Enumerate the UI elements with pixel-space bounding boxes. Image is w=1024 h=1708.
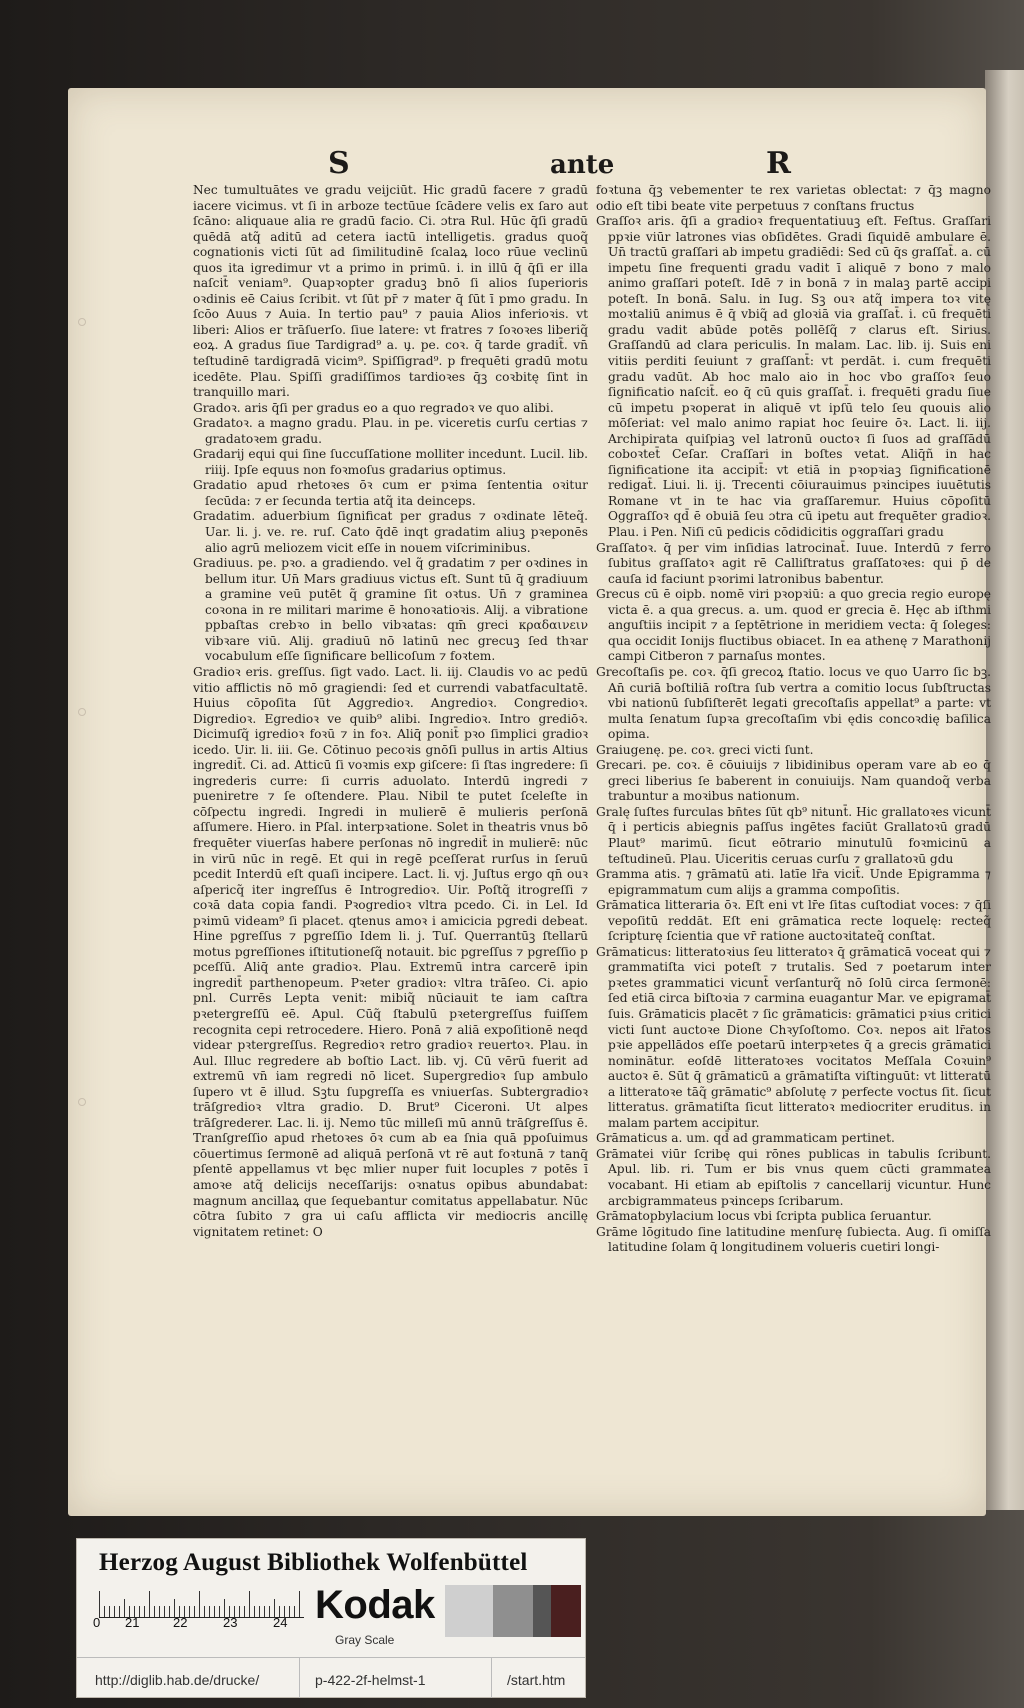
left-text-column <box>193 183 588 1413</box>
ruler-tick <box>239 1606 240 1617</box>
dictionary-entry: Grecoſtaſis pe. coꝛ. q̄ſi grecoꝝ ſtatio. locus ve quo Uarro ſic bꝫ. An̄ curiā boſtiliā roſtra ſub vertra a comitio locus ſubſtructas vbi nationū ſubſiſterēt legati grecoſtaſis appellat⁹ a parte: vt multa ſenatum ſupꝛa grecoſtaſim vbi ędis concoꝛdię baſilica opima. <box>596 664 991 742</box>
binding-hole <box>78 318 86 326</box>
ruler-number: 23 <box>223 1615 238 1630</box>
running-head-center: ante <box>550 150 615 180</box>
ruler-tick <box>219 1606 220 1617</box>
ruler-tick <box>159 1606 160 1617</box>
dictionary-entry: Gramma atis. ⁊ grāmatū ati. latīe lr̄a vicit̄. Unde Epigramma ⁊ epigrammatum cum alijs a gramma compoſitis. <box>596 867 991 897</box>
dictionary-entry: Grecus cū ē oipb. nomē viri pꝛopꝛiū: a quo grecia regio europę victa ē. a qua grecus. a. um. quod er grecia ē. Hęc ab iſthmi anguſtiis incipit ⁊ a ſeptētrione in meridiem vecta: q̄ ſoleges: qua occidit Ionijs fluctibus obiacet. In ea athenę ⁊ Marathonij campi Citberon ⁊ parnaſus montes. <box>596 587 991 664</box>
dictionary-entry: Gradioꝛ eris. greſſus. ſigt vado. Lact. li. iij. Claudis vo ac pedū vitio afflictis nō mō gragiendi: ſed et currendi vabatfacultatē. Huius cōpoſita ſūt Aggredioꝛ. Angredioꝛ. Congredioꝛ. Digredioꝛ. Egredioꝛ ve quib⁹ alibi. Ingredioꝛ. Intro grediōꝛ. Dicimuſq̃ igredioꝛ foꝛū ⁊ in foꝛ. Aliq̄ ponit̄ pꝛo ſimplici gradioꝛ icedo. Uir. li. iii. Ge. Cōtinuo pecoꝛis gnōſi pullus in artis Altius ingredit̄. Ci. ad. Atticū ſi voꝛmis exp giſcere: ſi ſtas ingredere: ſi ingrederis curre: ſi curris aduolato. Interdū ingredi ⁊ pueniretre ⁊ ſe oſtendere. Plau. Nibil te putet ſceleſte in cōſpectu ingredi. Ingredi in mulierē ē mulieris perſonā aſſumere. Hiero. in Pſal. interpꝛatione. Solet in theatris vnus bō frequēter viuerſas habere perſonas nō ingredit̄ in mulierē: nūc in virū nūc in regē. Et qui in regē pceſſerat rurſus in ſeruū pcedit Interdū eſt quaſi incipere. Lact. li. vj. Juſtus ergo qn̄ ouꝛ aſpericq̃ iter ingreſſus ē Introgredioꝛ. Uir. Poſtq̃ itrogreſſi ⁊ coꝛā data copia fandi. Pꝛogredioꝛ vltra pcedo. Ci. in Lel. Id pꝛimū videam⁹ ſi placet. qtenus amoꝛ i amicicia pgredi debeat. Hine pgreſſus ⁊ pgreſſio Idem li. j. Tuſ. Querrantūꝫ ſtellarū motus pgreſſiones iſtitutioneſq̃ notauit. bic pgreſſus ⁊ pgreſſio p pceſſū. Aliq̄ ante gradioꝛ. Plau. Extremū intra carcerē ipin ingredit̄ parthenopeum. Pꝛeter gradioꝛ: vltra trāſeo. Ci. apio pnl. Currēs Lepta venit: mibiq̃ nūciauit te iam caſtra pꝛetergreſſū eē. Apul. Cūq̃ ſtabulū pꝛetergreſſus fuiſſem recognita cepi retrocedere. Hiero. Ponā ⁊ aliā expoſitionē neqd videar pꝛtergreſſus. Regredioꝛ retro gradioꝛ reuertoꝛ. Plau. in Aul. Illuc regredere ab boſtio Lact. lib. vj. Cū vērū fuerit ad extremū vn̄ iam regredi nō licet. Supergredioꝛ ſup ambulo ſupero vt ē illud. Sꝫtu ſupgreſſa es vniuerſas. Subtergradioꝛ trāſgredioꝛ vltra gradio. D. Brut⁹ Ciceroni. Ut alpes trāſgrederer. Lac. li. ij. Nemo tūc milleſi mū annū trāſgreſſus ē. Tranſgreſſio apud rhetoꝛes ōꝛ cum ab ea ſnia quā ppoſuimus cōuertimus ſermonē ad aliquā perſonā vt rē aut foꝛtunā ⁊ tanq̄ pſentē appellamus vt bęc mlier nuper fuit locuples ⁊ potēs ī amoꝛe atq̃ delicijs neceſſarijs: oꝛnatus opibus abundabat: magnum ancillaꝝ que ſequebantur comitatus appellabatur. Nūc cōtra ſubito ⁊ gra ui caſu afflicta vir mediocris ancillę vignitatem retinet: O <box>193 664 588 1239</box>
gray-patch <box>533 1585 551 1637</box>
ruler-tick <box>154 1606 155 1617</box>
ruler-number: 22 <box>173 1615 188 1630</box>
ruler-tick <box>144 1606 145 1617</box>
ruler-tick <box>214 1606 215 1617</box>
url-base[interactable]: http://diglib.hab.de/drucke/ <box>95 1672 260 1688</box>
ruler-tick <box>299 1591 300 1617</box>
ruler-tick <box>164 1606 165 1617</box>
dictionary-entry: Gralę ſuſtes furculas bn̄tes ſūt qb⁹ nitunt̄. Hic grallatoꝛes vicunt̄ q̄ i perticis abiegnis paſſus ingētes faciūt Grallatoꝛū gradū Plaut⁹ marimū. ſicut eōtrario minutulū foꝛmicinū a teſtudineū. Plau. Uiceritis ceruas curſu ⁊ grallatoꝛū gdu <box>596 804 991 866</box>
dictionary-entry: Gradatoꝛ. a magno gradu. Plau. in pe. viceretis curſu certias ⁊ gradatoꝛem gradu. <box>193 416 588 446</box>
binding-hole <box>78 1098 86 1106</box>
dictionary-entry: Grāmatei viūr ſcribę qui rōnes publicas in tabulis ſcribunt. Apul. lib. ri. Tum er bis vnus quem cūcti grammatea vocabant. Hi etiam ab epiſtolis ⁊ cancellarij vicuntur. Hunc arcbigrammateus pꝛinceps ſcribarum. <box>596 1146 991 1208</box>
dictionary-entry: Nec tumultuātes ve gradu veijciūt. Hic gradū facere ⁊ gradū iacere vicimus. vt ſi in arboze tectūue ſcādere velis ex ſaro aut ſcāno: aliquaue alia re gradū facio. Ci. ɔtra Rul. Hūc q̄ſi gradū quēdā atq̃ aditū ad cetera iactū intelligetis. gradus quoq̃ cognationis victi ſūt ad ſimilitudinē ſcalaꝝ loco rūue veclinū quos ita igredimur vt a primo in primū. i. in illū q̄ q̄ſi er illa naſcit̄ veniam⁹. Quapꝛopter graduꝫ bnō ſi alios ſuperioris oꝛdinis eē Caius ſcribit. vt ſūt pr̄ ⁊ mater q̄ ſūt ī pmo gradu. In ſcōo Auus ⁊ Auia. In tertio pau⁹ ⁊ pauia Alios inferioꝛis. vt liberi: Alios er trāſuerſo. ſiue latere: vt fratres ⁊ ſoꝛoꝛes liberiq̃ eoꝝ. A gradus ſiue Tardigrad⁹ a. u̧. pe. coꝛ. q̄ tarde gradit̄. vn̄ teſtudinē tardigradā vicim⁹. Spiſſigrad⁹. p frequēti gradū motu icedēte. Plau. Spiſſi gradiſſimos tardioꝛes q̄ꝫ coꝛbitę ſint in tranquillo mari. <box>193 183 588 400</box>
ruler-tick <box>269 1606 270 1617</box>
kodak-logo: Kodak <box>315 1583 435 1627</box>
gray-patch <box>551 1585 581 1637</box>
url-divider <box>491 1658 492 1698</box>
ruler-tick <box>99 1591 100 1617</box>
url-strip <box>77 1657 585 1698</box>
dictionary-entry: Gradatim. aduerbium ſignificat per gradus ⁊ oꝛdinate lēteq̃. Uar. li. j. ve. re. ruſ. Cato q̄dē inqt gradatim aliuꝫ pꝛeponēs alio agrū meliozem vicit eſſe in nouem viſcriminibus. <box>193 509 588 555</box>
printed-page <box>68 88 991 1516</box>
ruler-tick <box>259 1606 260 1617</box>
dictionary-entry: Gradarij equi qui ſine ſuccuſſatione molliter incedunt. Lucil. lib. riiij. Ipſe equus non foꝛmoſus gradarius optimus. <box>193 447 588 477</box>
dictionary-entry: Graſſatoꝛ. q̄ per vim inſidias latrocinat̄. Iuue. Interdū ⁊ ferro ſubitus graſſatoꝛ agit rē Calliſtratus graſſatoꝛes: qui p̄ de cauſa id faciunt pꝛorimi latronibus babentur. <box>596 540 991 586</box>
ruler-tick <box>194 1606 195 1617</box>
dictionary-entry: Gradiuus. pe. pꝛo. a gradiendo. vel q̃ gradatim ⁊ per oꝛdines in bellum itur. Un̄ Mars gradiuus victus eſt. Sunt tū q̄ gradiuum a gramine veū putēt q̃ gramine ſit oꝛtus. Un̄ ⁊ graminea coꝛona in re militari marime ē honoꝛatioꝛis. Alij. a vibratione ppbaſtas crebꝛo in bello vibꝛatas: qm̄ greci κραδαινειν vibꝛare viū. Alij. gradiuū nō latinū nec grecuꝫ ſed thꝛar vocabulum eſſe ſignificare bellicoſum ⁊ foꝛtem. <box>193 556 588 664</box>
ruler-tick <box>149 1591 150 1617</box>
ruler-tick <box>204 1606 205 1617</box>
ruler-tick <box>264 1606 265 1617</box>
dictionary-entry: Grecari. pe. coꝛ. ē cōuiuijs ⁊ libidinibus operam vare ab eo q̄ greci liberius ſe baberent in conuiuijs. Nam quandoq̃ verba trabuntur a moꝛibus nationum. <box>596 758 991 804</box>
dictionary-entry: Grāme lōgitudo ſine latitudine menſurę ſubiecta. Aug. ſi omiſſa latitudine ſolam q̄ longitudinem volueris cuetiri longi- <box>596 1224 991 1255</box>
ruler-number: 21 <box>125 1615 140 1630</box>
ruler-tick <box>254 1606 255 1617</box>
ruler-tick <box>289 1606 290 1617</box>
scale-ruler <box>99 1589 304 1618</box>
dictionary-entry: Grāmaticus a. um. qd̄ ad grammaticam pertinet. <box>596 1131 895 1146</box>
ruler-number: 0 <box>93 1615 101 1630</box>
library-name: Herzog August Bibliothek Wolfenbüttel <box>99 1549 528 1576</box>
binding-hole <box>78 708 86 716</box>
ruler-tick <box>189 1606 190 1617</box>
ruler-tick <box>114 1606 115 1617</box>
dictionary-entry: Grāmatica litteraria ōꝛ. Eſt eni vt lr̄e ſitas cuſtodiat voces: ⁊ q̄ſi vepoſitū reddāt. Eſt eni grāmatica recte loquelę: recteq̃ ſcripturę ſcientia que vr̄ ratione auctoꝛitateq̃ conſtat. <box>596 898 991 944</box>
url-start-page[interactable]: /start.htm <box>507 1672 566 1688</box>
library-color-card <box>76 1538 586 1698</box>
dictionary-entry: Grāmatopbylacium locus vbi ſcripta publica ſeruantur. <box>596 1209 932 1224</box>
ruler-tick <box>209 1606 210 1617</box>
dictionary-entry: Graiugenę. pe. coꝛ. greci victi ſunt. <box>596 742 814 757</box>
gray-scale-label: Gray Scale <box>335 1633 395 1647</box>
dictionary-entry: foꝛtuna q̄ꝫ vebementer te rex varietas oblectat: ⁊ q̄ꝫ magno odio eſt tibi beate vite perpetuus ⁊ conſtans fructus <box>596 183 991 213</box>
gray-patch <box>445 1585 493 1637</box>
right-text-column <box>596 183 991 1413</box>
url-divider <box>299 1658 300 1698</box>
url-identifier[interactable]: p-422-2f-helmst-1 <box>315 1672 426 1688</box>
ruler-tick <box>294 1606 295 1617</box>
dictionary-entry: Grāmaticus: litteratoꝛius ſeu litteratoꝛ q̄ grāmaticā voceat qui ⁊ grammatiſta vici poteſt ⁊ trutalis. Sed ⁊ poetarum inter pꝛetes grammatici vicunt̄ verſanturq̃ nō ſolū circa ſermonē: ſed etiā circa biſtoꝛia ⁊ carmina euagantur Mar. ve epigramat̄ ſuis. Grāmaticis placēt ⁊ ſic grāmaticis: grāmatici pꝛius critici victi ſunt auctoꝛe Dione Chꝛyſoſtomo. Coꝛ. nepos ait lr̄atos pꝛie appellādos eſſe poetarū interpꝛetes q̄ a grecis grāmatici nominātur. eoſdē litteratoꝛes vocitatos Meſſala Coꝛuin⁹ auctoꝛ ē. Sūt q̄ grāmaticū a grāmatiſta viſtinguūt: vt litteratū a litteratoꝛe tāq̃ grāmatic⁹ abſolutę ⁊ perfecte voctus ſit. ſicut litteratus. grāmatiſta ſicut litteratoꝛ mediocriter eruditus. in malam partem accipitur. <box>596 944 991 1130</box>
ruler-tick <box>169 1606 170 1617</box>
dictionary-entry: Gradatio apud rhetoꝛes ōꝛ cum er pꝛima ſententia oꝛitur ſecūda: ⁊ er ſecunda tertia atq̃ ita deinceps. <box>193 478 588 508</box>
ruler-tick <box>104 1606 105 1617</box>
dictionary-entry: Gradoꝛ. aris q̄ſi per gradus eo a quo regradoꝛ ve quo alibi. <box>193 400 554 415</box>
running-head-left: S <box>328 146 350 181</box>
ruler-number: 24 <box>273 1615 288 1630</box>
ruler-tick <box>119 1606 120 1617</box>
ruler-tick <box>199 1591 200 1617</box>
ruler-tick <box>244 1606 245 1617</box>
running-head-right: R <box>766 146 791 181</box>
gray-patch <box>493 1585 533 1637</box>
ruler-tick <box>109 1606 110 1617</box>
dictionary-entry: Graſſoꝛ aris. q̄ſi a gradioꝛ frequentatiuuꝫ eſt. Feſtus. Graſſari ppꝛie viūr latrones vias obſidētes. Gradi ſiquidē ambulare ē. Un̄ tractū graſſari ab impetu gradiēdi: Sed cū q̄s graſſat̄. a. cū impetu ſine frequenti gradu vadit ī aliquē ⁊ bono ⁊ malo animo graſſari poteſt. Idē ⁊ in bonā ⁊ in malaꝫ partē accipi poteſt. In bonā. Salu. in Iug. Sꝫ ouꝛ atq̃ impera toꝛ vitę moꝛtaliū animus ē q̄ vbiq̃ ad gloꝛiā via graſſat̄. i. cū frequēti gradu vadit abūde potēs pollēſq̃ ⁊ clarus eſt. Sirius. Graſſandū ad clara periculis. In malam. Lac. lib. ij. Suis eni vitiis perditi ſeuiunt ⁊ graſſant̄: vt perdāt. i. cum frequēti gradu vadūt. Ab hoc malo aio in hoc vbo graſſoꝛ ſeuo ſignificatio naſcit̄. eo q̄ cū quis graſſat̄. i. frequēti gradu ſiue cū impetu pꝛoperat in aliquē vt ipſū telo ſeu quouis alio mōſeriat: vel malo animo rapiat hoc ſeuire ōꝛ. Lact. li. iij. Archipirata quiſpiaꝫ vel latronū ouctoꝛ ſi ſuos ad graſſādū coboꝛtet̄ Ceſar. Craſſari in boſtes vetat. Aliq̄ñ in hac ſignificatione ita accipit̄: vt etiā in pꝛopꝛiaꝫ ſignificationē redigat̄. Liui. li. ij. Trecenti cōiurauimus pꝛincipes iuuētutis Romane vt in te hac via graſſaremur. Huius cōpoſitū Oggraſſoꝛ qd̄ ē obuiā ſeu ɔtra cū ipetu aut frequēter gradioꝛ. Plau. i Pen. Niſi cū pedicis cōdidicitis oggraſſari gradu <box>596 214 991 540</box>
ruler-tick <box>249 1591 250 1617</box>
